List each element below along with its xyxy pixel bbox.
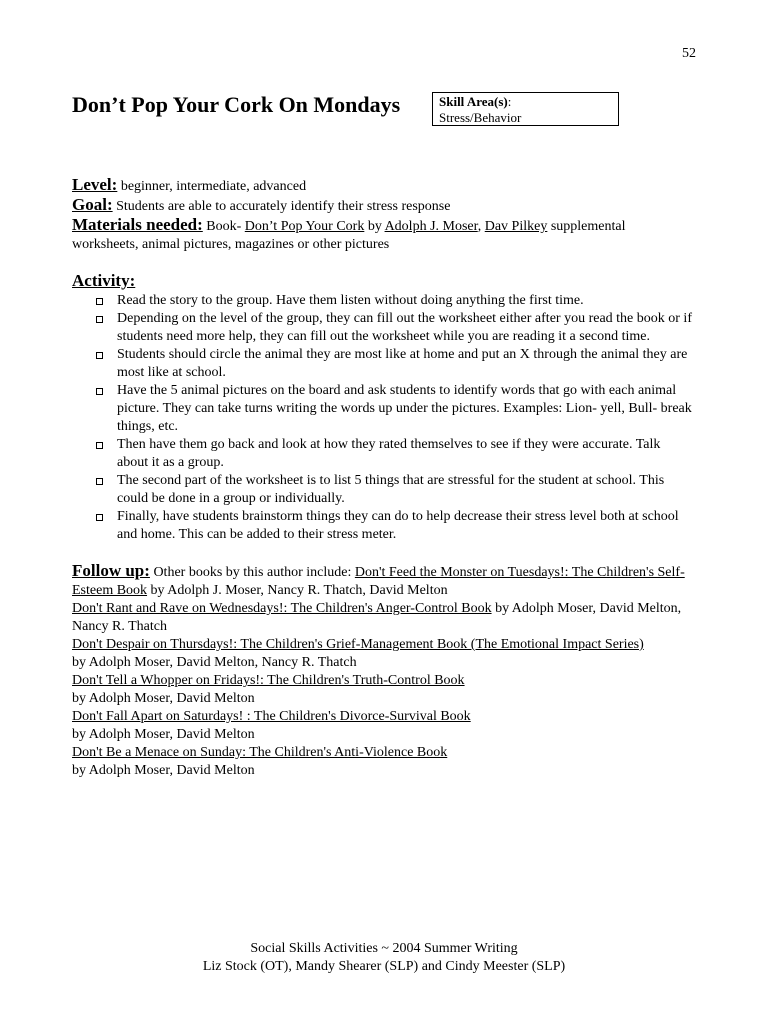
- level-value: beginner, intermediate, advanced: [117, 179, 307, 194]
- book-authors: by Adolph Moser, David Melton, Nancy R. Thatch: [72, 655, 357, 670]
- page-footer: [0, 940, 768, 976]
- activity-item-text: Read the story to the group. Have them listen without doing anything the first time.: [117, 293, 584, 308]
- goal-value: Students are able to accurately identify their stress response: [112, 199, 451, 214]
- activity-item: [117, 436, 692, 472]
- book-title-link[interactable]: Don't Despair on Thursdays!: The Children's Grief-Management Book (The Emotional Impact Series): [72, 637, 644, 652]
- book-authors: by Adolph Moser, David Melton: [72, 691, 255, 706]
- checkbox-bullet-icon: [96, 442, 103, 449]
- materials-by: by: [364, 219, 385, 234]
- materials-label: Materials needed:: [72, 215, 203, 234]
- book-authors: by Adolph Moser, David Melton, Nancy R. Thatch: [72, 601, 682, 634]
- activity-list: [72, 292, 692, 544]
- follow-up-intro: Other books by this author include:: [149, 565, 355, 580]
- level-field: [72, 176, 692, 196]
- book-title-link[interactable]: Don't Rant and Rave on Wednesdays!: The Children's Anger-Control Book: [72, 601, 492, 616]
- page-title: Don’t Pop Your Cork On Mondays: [72, 92, 401, 117]
- book-title-link[interactable]: Don't Tell a Whopper on Fridays!: The Children's Truth-Control Book: [72, 673, 465, 688]
- book-authors: by Adolph Moser, David Melton: [72, 727, 255, 742]
- follow-up-label: Follow up:: [72, 561, 150, 580]
- skill-area-colon: :: [507, 94, 512, 109]
- skill-area-box: [432, 92, 619, 126]
- checkbox-bullet-icon: [96, 352, 103, 359]
- footer-line-1: Social Skills Activities ~ 2004 Summer Writing: [250, 941, 518, 956]
- activity-item-text: Have the 5 animal pictures on the board and ask students to identify words that go with each animal picture. They can take turns writing the words up under the pictures. Examples: Lion- yell, Bull- break things, etc.: [117, 383, 692, 434]
- checkbox-bullet-icon: [96, 478, 103, 485]
- book-title-link[interactable]: Don't Fall Apart on Saturdays! : The Children's Divorce-Survival Book: [72, 709, 471, 724]
- materials-prefix: Book-: [202, 219, 245, 234]
- materials-suffix: supplemental worksheets, animal pictures, magazines or other pictures: [72, 219, 626, 252]
- activity-item: [117, 310, 692, 346]
- materials-author1-link[interactable]: Adolph J. Moser: [384, 219, 478, 234]
- checkbox-bullet-icon: [96, 298, 103, 305]
- follow-up-section: [72, 562, 692, 780]
- goal-label: Goal:: [72, 195, 113, 214]
- checkbox-bullet-icon: [96, 316, 103, 323]
- book-title-link[interactable]: Don't Be a Menace on Sunday: The Children's Anti-Violence Book: [72, 745, 448, 760]
- activity-item-text: Students should circle the animal they are most like at home and put an X through the animal they are most like at school.: [117, 347, 688, 380]
- activity-item: [117, 346, 692, 382]
- activity-item: [117, 508, 692, 544]
- activity-item-text: The second part of the worksheet is to list 5 things that are stressful for the student at school. This could be done in a group or individually.: [117, 473, 665, 506]
- footer-line-2: Liz Stock (OT), Mandy Shearer (SLP) and Cindy Meester (SLP): [202, 959, 566, 974]
- materials-sep: ,: [477, 219, 485, 234]
- activity-item-text: Finally, have students brainstorm things they can do to help decrease their stress level both at school and home. This can be added to their stress meter.: [117, 509, 679, 542]
- activity-item-text: Then have them go back and look at how they rated themselves to see if they were accurate. Talk about it as a group.: [117, 437, 661, 470]
- activity-item: [117, 292, 692, 310]
- activity-heading: Activity:: [72, 271, 136, 290]
- skill-area-label: Skill Area(s): [439, 94, 508, 109]
- checkbox-bullet-icon: [96, 388, 103, 395]
- activity-item-text: Depending on the level of the group, they can fill out the worksheet either after you read the book or if students need more help, they can fill out the worksheet while you are reading it a second time.: [117, 311, 692, 344]
- materials-author2-link[interactable]: Dav Pilkey: [484, 219, 548, 234]
- book-title-link[interactable]: Don't Feed the Monster on Tuesdays!: The Children's Self-Esteem Book: [72, 565, 685, 598]
- book-authors: by Adolph J. Moser, Nancy R. Thatch, David Melton: [147, 583, 448, 598]
- activity-item: [117, 472, 692, 508]
- document-body: [72, 176, 692, 780]
- goal-field: [72, 196, 692, 216]
- book-authors: by Adolph Moser, David Melton: [72, 763, 255, 778]
- materials-field: [72, 216, 692, 254]
- level-label: Level:: [72, 175, 118, 194]
- checkbox-bullet-icon: [96, 514, 103, 521]
- activity-item: [117, 382, 692, 436]
- materials-book-link[interactable]: Don’t Pop Your Cork: [244, 219, 365, 234]
- skill-area-value: Stress/Behavior: [439, 110, 522, 125]
- page-number: 52: [682, 46, 696, 61]
